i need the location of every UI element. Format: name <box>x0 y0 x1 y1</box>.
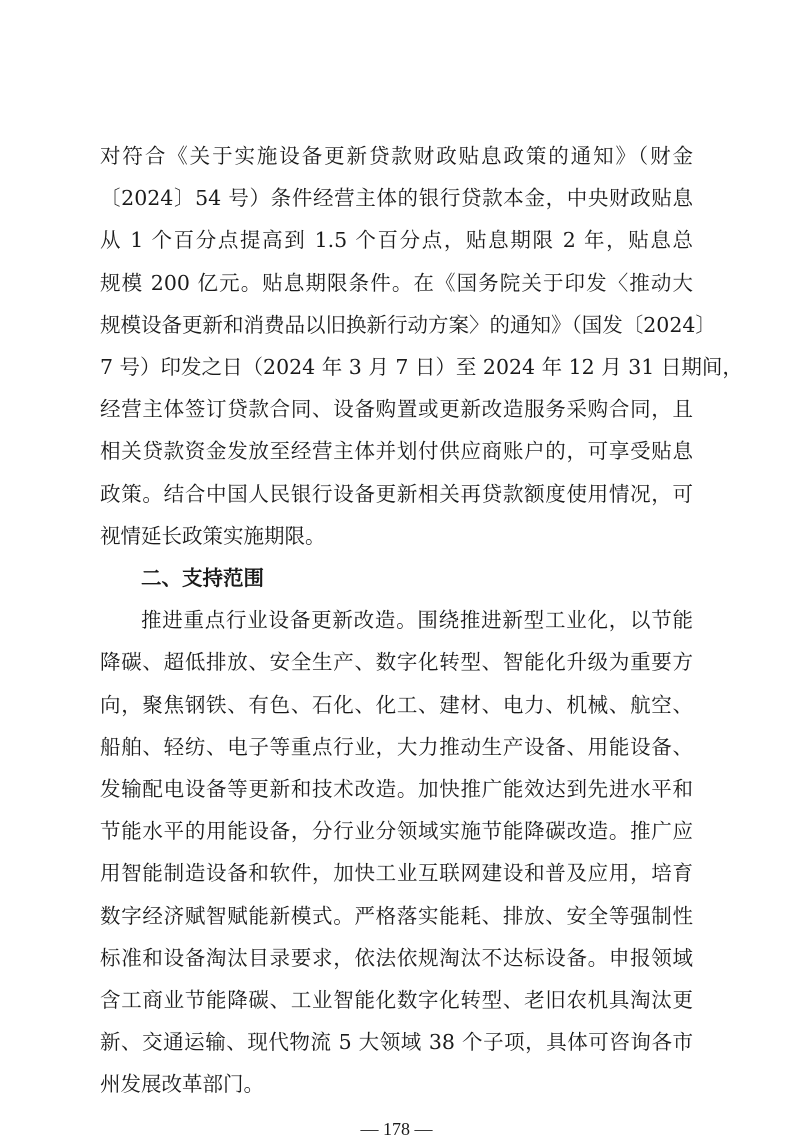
body-line-22: 新、交通运输、现代物流 5 大领域 38 个子项，具体可咨询各市 <box>100 1030 693 1055</box>
body-line-21: 含工商业节能降碳、工业智能化数字化转型、老旧农机具淘汰更 <box>100 988 693 1012</box>
section-heading: 二、支持范围 <box>141 566 264 590</box>
body-line-7: 经营主体签订贷款合同、设备购置或更新改造服务采购合同，且 <box>100 397 693 422</box>
page-number: — 178 — <box>360 1118 433 1139</box>
body-line-16: 发输配电设备等更新和技术改造。加快推广能效达到先进水平和 <box>100 777 693 801</box>
body-line-23: 州发展改革部门。 <box>100 1072 264 1097</box>
body-line-17: 节能水平的用能设备，分行业分领域实施节能降碳改造。推广应 <box>100 819 693 844</box>
body-line-13: 降碳、超低排放、安全生产、数字化转型、智能化升级为重要方 <box>100 650 693 675</box>
body-line-18: 用智能制造设备和软件，加快工业互联网建设和普及应用，培育 <box>100 861 693 886</box>
body-line-2: 〔2024〕54 号）条件经营主体的银行贷款本金，中央财政贴息 <box>100 186 693 211</box>
body-line-9: 政策。结合中国人民银行设备更新相关再贷款额度使用情况，可 <box>100 481 693 506</box>
body-line-20: 标准和设备淘汰目录要求，依法依规淘汰不达标设备。申报领域 <box>100 945 693 970</box>
body-line-19: 数字经济赋智赋能新模式。严格落实能耗、排放、安全等强制性 <box>100 903 693 928</box>
body-line-8: 相关贷款资金发放至经营主体并划付供应商账户的，可享受贴息 <box>100 439 693 464</box>
body-line-14: 向，聚焦钢铁、有色、石化、化工、建材、电力、机械、航空、 <box>100 692 693 717</box>
body-line-1: 对符合《关于实施设备更新贷款财政贴息政策的通知》（财金 <box>100 144 693 168</box>
body-line-6: 7 号）印发之日（2024 年 3 月 7 日）至 2024 年 12 月 31 日期间， <box>100 355 743 379</box>
body-line-5: 规模设备更新和消费品以旧换新行动方案〉的通知》（国发〔2024〕 <box>100 312 716 337</box>
body-line-3: 从 1 个百分点提高到 1.5 个百分点，贴息期限 2 年，贴息总 <box>100 228 693 253</box>
body-line-10: 视情延长政策实施期限。 <box>100 523 326 548</box>
body-line-15: 船舶、轻纺、电子等重点行业，大力推动生产设备、用能设备、 <box>100 734 693 759</box>
body-line-4: 规模 200 亿元。贴息期限条件。在《国务院关于印发〈推动大 <box>100 270 693 295</box>
body-line-12: 推进重点行业设备更新改造。围绕推进新型工业化，以节能 <box>141 608 693 633</box>
